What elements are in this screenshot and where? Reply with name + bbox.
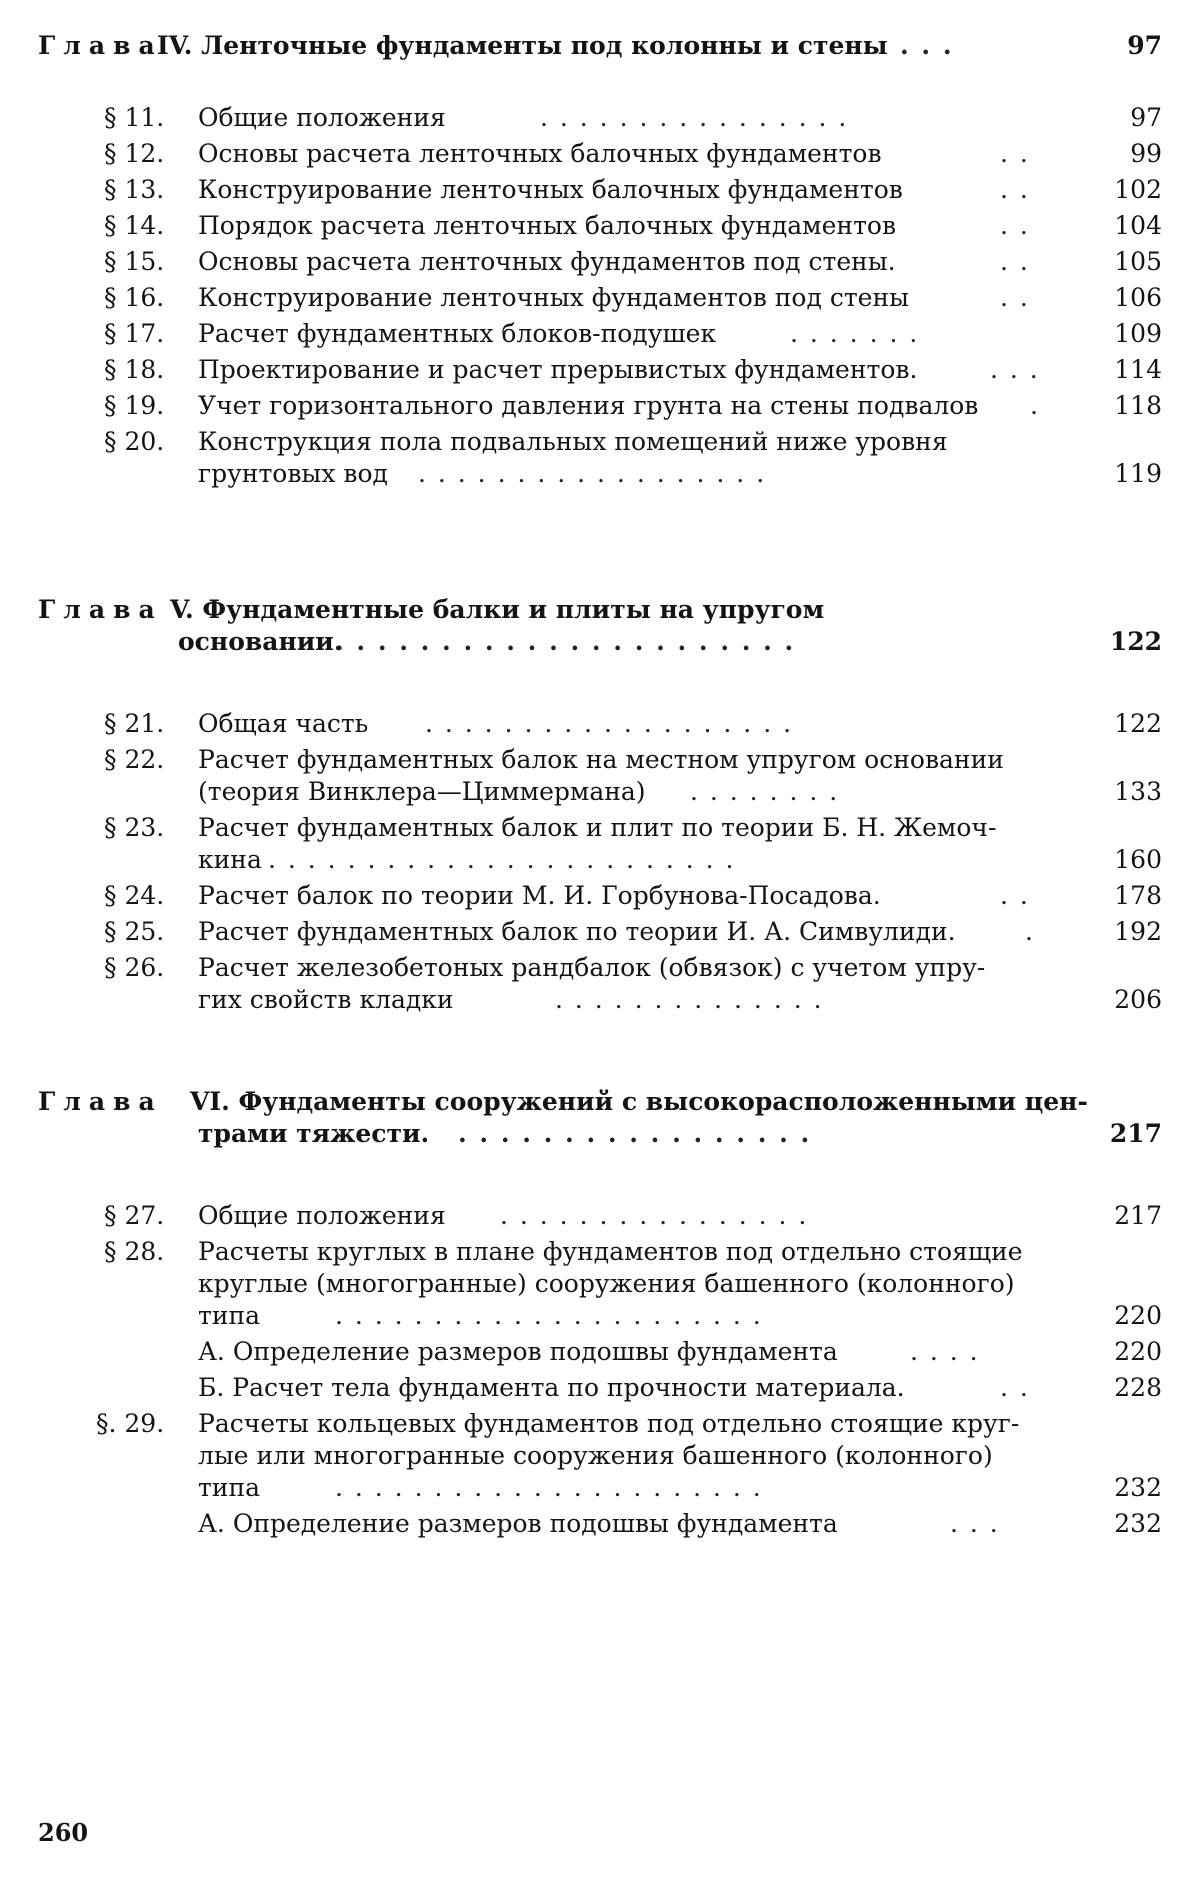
section-number: § 20. (104, 427, 165, 456)
entry-title: Расчет фундаментных балок и плит по теории Б. Н. Жемоч- (198, 813, 997, 842)
chapter-title-continuation: основании. (178, 627, 343, 656)
entry-title: Конструкция пола подвальных помещений ниже уровня (198, 427, 948, 456)
toc-entry-20-cont: грунтовых вод . . . . . . . . . . . . . . . . . . 119 (0, 454, 1200, 494)
entry-title-continuation: типа (198, 1473, 261, 1502)
section-number: § 21. (104, 709, 165, 738)
toc-entry-27: § 27. Общие положения . . . . . . . . . . . . . . . . 217 (0, 1196, 1200, 1236)
toc-entry-13: § 13. Конструирование ленточных балочных фундаментов . . 102 (0, 170, 1200, 210)
section-number: § 22. (104, 745, 165, 774)
section-number: § 15. (104, 247, 165, 276)
toc-entry-18: § 18. Проектирование и расчет прерывистых фундаментов. . . . 114 (0, 350, 1200, 390)
entry-title-continuation: (теория Винклера—Циммермана) (198, 777, 646, 806)
entry-title: Общие положения (198, 103, 446, 132)
entry-title: Расчет фундаментных балок на местном упругом основании (198, 745, 1004, 774)
entry-title: Общие положения (198, 1201, 446, 1230)
toc-entry-21: § 21. Общая часть . . . . . . . . . . . . . . . . . . . 122 (0, 704, 1200, 744)
entry-title: Расчет балок по теории М. И. Горбунова-Посадова. (198, 881, 881, 910)
entry-page-number: 220 (1114, 1301, 1162, 1330)
entry-page-number: 178 (1114, 881, 1162, 910)
entry-page-number: 232 (1114, 1473, 1162, 1502)
entry-title-continuation: типа (198, 1301, 261, 1330)
section-number: § 11. (104, 103, 165, 132)
section-number: §. 29. (96, 1409, 165, 1438)
section-number: § 19. (104, 391, 165, 420)
toc-entry-19: § 19. Учет горизонтального давления грунта на стены подвалов . 118 (0, 386, 1200, 426)
section-number: § 16. (104, 283, 165, 312)
entry-page-number: 106 (1114, 283, 1162, 312)
entry-page-number: 160 (1114, 845, 1162, 874)
entry-title-continuation: круглые (многогранные) сооружения башенного (колонного) (198, 1269, 1015, 1298)
chapter-label: Глава (38, 1087, 163, 1116)
entry-title: Порядок расчета ленточных балочных фундаментов (198, 211, 897, 240)
chapter-page-number: 217 (1109, 1119, 1162, 1148)
entry-page-number: 97 (1130, 103, 1162, 132)
chapter-heading-5-cont: основании. . . . . . . . . . . . . . . . . . . . . . . 122 (0, 622, 1200, 662)
section-number: § 26. (104, 953, 165, 982)
entry-title: Расчет фундаментных балок по теории И. А. Симвулиди. (198, 917, 956, 946)
entry-page-number: 102 (1114, 175, 1162, 204)
chapter-title-continuation: трами тяжести. (198, 1119, 430, 1148)
toc-entry-26-cont: гих свойств кладки . . . . . . . . . . . . . . 206 (0, 980, 1200, 1020)
chapter-title: V. Фундаментные балки и плиты на упругом (170, 595, 825, 624)
entry-page-number: 192 (1114, 917, 1162, 946)
entry-title: Конструирование ленточных фундаментов под стены (198, 283, 910, 312)
section-number: § 27. (104, 1201, 165, 1230)
chapter-title: VI. Фундаменты сооружений с высокорасположенными цен- (190, 1087, 1088, 1116)
subentry-title: Б. Расчет тела фундамента по прочности материала. (198, 1373, 905, 1402)
toc-entry-15: § 15. Основы расчета ленточных фундаментов под стены. . . 105 (0, 242, 1200, 282)
toc-subentry-28a: А. Определение размеров подошвы фундамента . . . . 220 (0, 1332, 1200, 1372)
toc-entry-22-cont: (теория Винклера—Циммермана) . . . . . . . . 133 (0, 772, 1200, 812)
entry-page-number: 133 (1114, 777, 1162, 806)
section-number: § 17. (104, 319, 165, 348)
toc-entry-12: § 12. Основы расчета ленточных балочных фундаментов . . 99 (0, 134, 1200, 174)
toc-subentry-29a: А. Определение размеров подошвы фундамента . . . 232 (0, 1504, 1200, 1544)
toc-subentry-28b: Б. Расчет тела фундамента по прочности материала. . . 228 (0, 1368, 1200, 1408)
entry-page-number: 220 (1114, 1337, 1162, 1366)
entry-page-number: 104 (1114, 211, 1162, 240)
entry-page-number: 114 (1114, 355, 1162, 384)
toc-entry-23-cont: кина . . . . . . . . . . . . . . . . . . . . . . . . 160 (0, 840, 1200, 880)
toc-entry-11: § 11. Общие положения . . . . . . . . . . . . . . . . 97 (0, 98, 1200, 138)
entry-page-number: 228 (1114, 1373, 1162, 1402)
entry-title: Конструирование ленточных балочных фундаментов (198, 175, 903, 204)
toc-entry-24: § 24. Расчет балок по теории М. И. Горбунова-Посадова. . . 178 (0, 876, 1200, 916)
entry-title: Основы расчета ленточных фундаментов под стены. (198, 247, 896, 276)
entry-page-number: 99 (1130, 139, 1162, 168)
section-number: § 18. (104, 355, 165, 384)
entry-title: Расчеты круглых в плане фундаментов под отдельно стоящие (198, 1237, 1023, 1266)
entry-page-number: 206 (1114, 985, 1162, 1014)
entry-title: Расчеты кольцевых фундаментов под отдельно стоящие круг- (198, 1409, 1020, 1438)
chapter-label: Глава (38, 31, 163, 60)
section-number: § 28. (104, 1237, 165, 1266)
chapter-page-number: 97 (1127, 31, 1162, 60)
section-number: § 13. (104, 175, 165, 204)
section-number: § 23. (104, 813, 165, 842)
subentry-title: А. Определение размеров подошвы фундамента (198, 1509, 838, 1538)
entry-title-continuation: гих свойств кладки (198, 985, 454, 1014)
page-number: 260 (38, 1818, 89, 1847)
entry-title-continuation: грунтовых вод (198, 459, 388, 488)
toc-entry-28-cont2: типа . . . . . . . . . . . . . . . . . . . . . . 220 (0, 1296, 1200, 1336)
toc-entry-29-cont2: типа . . . . . . . . . . . . . . . . . . . . . . 232 (0, 1468, 1200, 1508)
entry-title: Проектирование и расчет прерывистых фундаментов. (198, 355, 918, 384)
entry-title-continuation: лые или многогранные сооружения башенного (колонного) (198, 1441, 993, 1470)
toc-entry-16: § 16. Конструирование ленточных фундаментов под стены . . 106 (0, 278, 1200, 318)
entry-title: Расчет фундаментных блоков-подушек (198, 319, 717, 348)
entry-page-number: 232 (1114, 1509, 1162, 1538)
chapter-title: IV. Ленточные фундаменты под колонны и стены (157, 31, 888, 60)
entry-page-number: 122 (1114, 709, 1162, 738)
chapter-heading-6-cont: трами тяжести. . . . . . . . . . . . . . . . . . 217 (0, 1114, 1200, 1154)
chapter-page-number: 122 (1109, 627, 1162, 656)
entry-title: Расчет железобетоных рандбалок (обвязок) с учетом упру- (198, 953, 986, 982)
toc-entry-17: § 17. Расчет фундаментных блоков-подушек . . . . . . . 109 (0, 314, 1200, 354)
entry-page-number: 109 (1114, 319, 1162, 348)
subentry-title: А. Определение размеров подошвы фундамента (198, 1337, 838, 1366)
toc-entry-14: § 14. Порядок расчета ленточных балочных фундаментов . . 104 (0, 206, 1200, 246)
entry-title: Основы расчета ленточных балочных фундаментов (198, 139, 882, 168)
entry-page-number: 217 (1114, 1201, 1162, 1230)
section-number: § 25. (104, 917, 165, 946)
entry-page-number: 119 (1114, 459, 1162, 488)
chapter-heading-4: Глава IV. Ленточные фундаменты под колонны и стены . . . 97 (0, 26, 1200, 66)
section-number: § 12. (104, 139, 165, 168)
chapter-label: Глава (38, 595, 163, 624)
entry-title: Учет горизонтального давления грунта на стены подвалов (198, 391, 979, 420)
entry-title-continuation: кина (198, 845, 262, 874)
section-number: § 14. (104, 211, 165, 240)
toc-entry-25: § 25. Расчет фундаментных балок по теории И. А. Симвулиди. . 192 (0, 912, 1200, 952)
section-number: § 24. (104, 881, 165, 910)
entry-title: Общая часть (198, 709, 369, 738)
entry-page-number: 105 (1114, 247, 1162, 276)
entry-page-number: 118 (1114, 391, 1162, 420)
